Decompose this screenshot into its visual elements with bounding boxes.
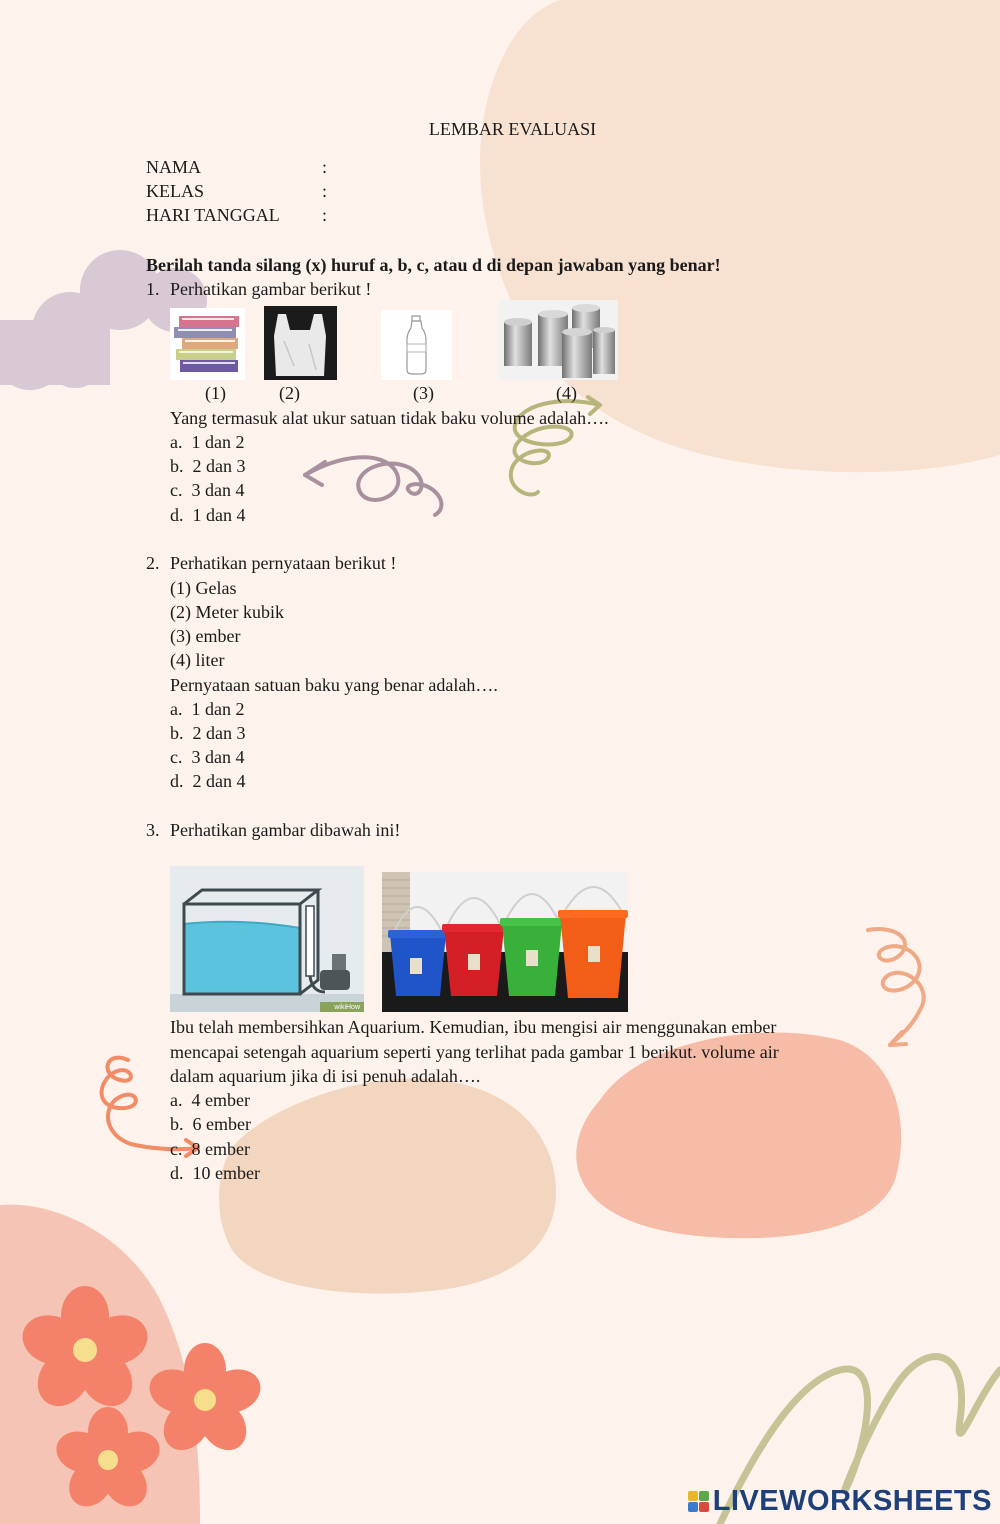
q1-number: 1. bbox=[146, 279, 160, 299]
option-key: d. bbox=[170, 1163, 184, 1183]
option-key: d. bbox=[170, 505, 184, 525]
option-text: 2 dan 3 bbox=[192, 456, 246, 476]
option-key: a. bbox=[170, 1090, 183, 1110]
option-key: b. bbox=[170, 456, 184, 476]
peach-blob bbox=[219, 1078, 556, 1293]
q2-option-d[interactable] bbox=[170, 770, 246, 792]
class-label: KELAS bbox=[146, 181, 204, 201]
name-separator: : bbox=[322, 157, 328, 177]
wikihow-watermark: wikiHow bbox=[334, 1004, 360, 1011]
q3-passage-line-2: mencapai setengah aquarium seperti yang terlihat pada gambar 1 berikut. volume air bbox=[170, 1042, 779, 1062]
option-text: 3 dan 4 bbox=[191, 747, 245, 767]
option-key: a. bbox=[170, 432, 183, 452]
q2-option-b[interactable] bbox=[170, 722, 246, 744]
image-label-4: (4) bbox=[556, 383, 577, 403]
q1-option-d[interactable] bbox=[170, 504, 246, 526]
page-title: LEMBAR EVALUASI bbox=[428, 119, 597, 139]
q1-option-a[interactable] bbox=[170, 431, 245, 453]
option-text: 1 dan 4 bbox=[192, 505, 246, 525]
logo-badge-icon bbox=[688, 1491, 709, 1512]
plastic-bag-image bbox=[264, 306, 337, 380]
name-label: NAMA bbox=[146, 157, 202, 177]
buckets-image bbox=[382, 872, 628, 1012]
option-text: 1 dan 2 bbox=[191, 699, 245, 719]
bottle-image bbox=[381, 310, 452, 380]
option-key: c. bbox=[170, 747, 183, 767]
q1-question: Yang termasuk alat ukur satuan tidak baku volume adalah…. bbox=[170, 408, 609, 428]
q2-number: 2. bbox=[146, 553, 160, 573]
q2-question: Pernyataan satuan baku yang benar adalah…. bbox=[170, 675, 498, 695]
image-label-1: (1) bbox=[205, 383, 226, 403]
q3-prompt: Perhatikan gambar dibawah ini! bbox=[170, 820, 401, 840]
q1-option-c[interactable] bbox=[170, 479, 245, 501]
option-text: 10 ember bbox=[192, 1163, 260, 1183]
option-text: 8 ember bbox=[191, 1139, 250, 1159]
q2-option-c[interactable] bbox=[170, 746, 245, 768]
date-label: HARI TANGGAL bbox=[146, 205, 280, 225]
books-image bbox=[170, 308, 245, 380]
q3-option-a[interactable] bbox=[170, 1089, 250, 1111]
orange-squiggle-right bbox=[868, 929, 924, 1045]
q2-option-a[interactable] bbox=[170, 698, 245, 720]
option-text: 2 dan 4 bbox=[192, 771, 246, 791]
aquarium-image bbox=[170, 866, 364, 1012]
q3-number: 3. bbox=[146, 820, 160, 840]
q3-passage-line-3: dalam aquarium jika di isi penuh adalah…. bbox=[170, 1066, 481, 1086]
option-key: d. bbox=[170, 771, 184, 791]
q3-option-c[interactable] bbox=[170, 1138, 250, 1160]
brand-text: LIVEWORKSHEETS bbox=[712, 1485, 992, 1517]
option-key: b. bbox=[170, 723, 184, 743]
q2-statement-3: (3) ember bbox=[170, 626, 241, 646]
q2-statement-2: (2) Meter kubik bbox=[170, 602, 284, 622]
tin-cans-image bbox=[498, 300, 618, 380]
class-separator: : bbox=[322, 181, 328, 201]
option-text: 6 ember bbox=[192, 1114, 251, 1134]
lilac-squiggle bbox=[305, 457, 441, 515]
liveworksheets-logo[interactable] bbox=[688, 1485, 992, 1518]
option-text: 2 dan 3 bbox=[192, 723, 246, 743]
option-key: c. bbox=[170, 1139, 183, 1159]
salmon-blob bbox=[576, 1033, 901, 1239]
q3-option-d[interactable] bbox=[170, 1162, 260, 1184]
option-key: b. bbox=[170, 1114, 184, 1134]
option-text: 1 dan 2 bbox=[191, 432, 245, 452]
date-separator: : bbox=[322, 205, 328, 225]
image-label-2: (2) bbox=[279, 383, 300, 403]
image-label-3: (3) bbox=[413, 383, 434, 403]
option-key: a. bbox=[170, 699, 183, 719]
q1-option-b[interactable] bbox=[170, 455, 246, 477]
q2-prompt: Perhatikan pernyataan berikut ! bbox=[170, 553, 397, 573]
instruction-text: Berilah tanda silang (x) huruf a, b, c, atau d di depan jawaban yang benar! bbox=[146, 255, 721, 275]
option-key: c. bbox=[170, 480, 183, 500]
q1-prompt: Perhatikan gambar berikut ! bbox=[170, 279, 372, 299]
option-text: 4 ember bbox=[191, 1090, 250, 1110]
q2-statement-1: (1) Gelas bbox=[170, 578, 237, 598]
option-text: 3 dan 4 bbox=[191, 480, 245, 500]
q2-statement-4: (4) liter bbox=[170, 650, 225, 670]
q3-passage-line-1: Ibu telah membersihkan Aquarium. Kemudian, ibu mengisi air menggunakan ember bbox=[170, 1017, 777, 1037]
q3-option-b[interactable] bbox=[170, 1113, 251, 1135]
